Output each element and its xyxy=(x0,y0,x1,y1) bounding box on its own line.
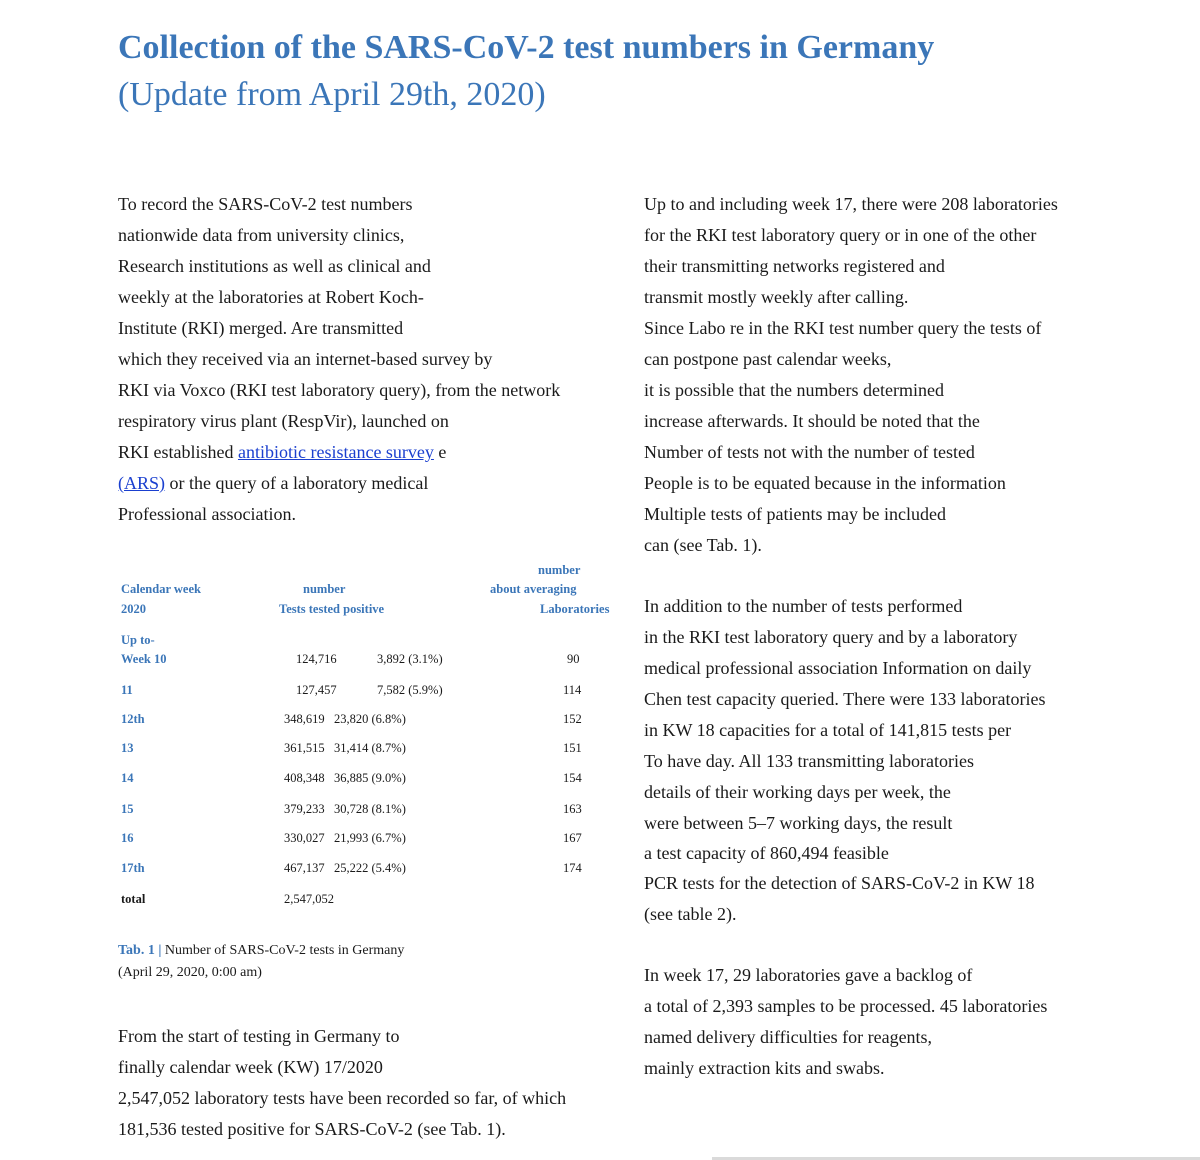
row-labs: 151 xyxy=(563,741,582,755)
text-line: medical professional association Information on daily xyxy=(644,658,1032,678)
text-line: were between 5–7 working days, the result xyxy=(644,813,953,833)
text-line: Multiple tests of patients may be included xyxy=(644,504,946,524)
row-week: 12th xyxy=(121,712,145,726)
text-line: in the RKI test laboratory query and by a laboratory xyxy=(644,627,1018,647)
row-week: 17th xyxy=(121,861,145,875)
row-positive: 7,582 (5.9%) xyxy=(377,683,443,697)
row-week: 15 xyxy=(121,802,134,816)
caption-text: Number of SARS-CoV-2 tests in Germany xyxy=(161,943,405,958)
text-line: Since Labo re in the RKI test number query the tests of xyxy=(644,318,1042,338)
caption-date: (April 29, 2020, 0:00 am) xyxy=(118,965,262,980)
text-line: Institute (RKI) merged. Are transmitted xyxy=(118,318,404,338)
row-labs: 114 xyxy=(563,683,582,697)
text-line: People is to be equated because in the information xyxy=(644,473,1006,493)
text-line: mainly extraction kits and swabs. xyxy=(644,1058,885,1078)
row-tests: 379,233 xyxy=(284,802,325,816)
title-line-2: (Update from April 29th, 2020) xyxy=(118,76,546,113)
text-line xyxy=(118,442,446,462)
text-line: Professional association. xyxy=(118,504,296,524)
row-positive: 25,222 (5.4%) xyxy=(334,861,406,875)
text-line: transmit mostly weekly after calling. xyxy=(644,287,909,307)
text-line: in KW 18 capacities for a total of 141,815 tests per xyxy=(644,720,1012,740)
text-line: respiratory virus plant (RespVir), launched on xyxy=(118,411,449,431)
row-week: 13 xyxy=(121,741,134,755)
text-line: To have day. All 133 transmitting laboratories xyxy=(644,751,975,771)
text-line: RKI via Voxco (RKI test laboratory query), from the network xyxy=(118,380,561,400)
text-line: Chen test capacity queried. There were 133 laboratories xyxy=(644,689,1046,709)
row-labs: 167 xyxy=(563,831,582,845)
row-positive: 21,993 (6.7%) xyxy=(334,831,406,845)
text-line: for the RKI test laboratory query or in one of the other xyxy=(644,225,1037,245)
text-line: which they received via an internet-based survey by xyxy=(118,349,493,369)
text-line: details of their working days per week, the xyxy=(644,782,951,802)
header-calendar-week: Calendar week xyxy=(121,582,201,596)
ars-survey-link[interactable]: antibiotic resistance survey xyxy=(237,442,434,462)
total-value: 2,547,052 xyxy=(284,892,334,906)
text-line: a total of 2,393 samples to be processed. 45 laboratories xyxy=(644,996,1048,1016)
text-line: increase afterwards. It should be noted that the xyxy=(644,411,980,431)
title-line-1: Collection of the SARS-CoV-2 test numbers in Germany xyxy=(118,29,935,66)
row-labs: 163 xyxy=(563,802,582,816)
row-tests: 330,027 xyxy=(284,831,325,845)
text-line: can postpone past calendar weeks, xyxy=(644,349,892,369)
header-about-averaging: about averaging xyxy=(490,582,577,596)
text-line: From the start of testing in Germany to xyxy=(118,1026,400,1046)
row-week: 11 xyxy=(121,683,133,697)
text-line: named delivery difficulties for reagents, xyxy=(644,1027,933,1047)
header-tests-positive: Tests tested positive xyxy=(279,602,385,616)
header-number: number xyxy=(303,582,346,596)
row-tests: 361,515 xyxy=(284,741,325,755)
header-laboratories: Laboratories xyxy=(540,602,610,616)
row-positive: 23,820 (6.8%) xyxy=(334,712,406,726)
text-line: nationwide data from university clinics, xyxy=(118,225,405,245)
page-title xyxy=(118,24,1118,118)
text-line: weekly at the laboratories at Robert Koch- xyxy=(118,287,424,307)
row-week-label: Up to- xyxy=(121,633,155,647)
row-tests: 124,716 xyxy=(296,652,337,666)
text-line: Number of tests not with the number of tested xyxy=(644,442,975,462)
text-line: In addition to the number of tests performed xyxy=(644,596,963,616)
text-line: can (see Tab. 1). xyxy=(644,535,762,555)
text-line: a test capacity of 860,494 feasible xyxy=(644,843,889,863)
text-line: finally calendar week (KW) 17/2020 xyxy=(118,1057,383,1077)
table-caption xyxy=(118,943,404,959)
row-tests: 408,348 xyxy=(284,771,325,785)
text-line: PCR tests for the detection of SARS-CoV-2 in KW 18 xyxy=(644,873,1035,893)
row-tests: 467,137 xyxy=(284,861,325,875)
text-line: 2,547,052 laboratory tests have been recorded so far, of which xyxy=(118,1088,567,1108)
text-fragment: e xyxy=(433,442,447,462)
header-number-labs: number xyxy=(538,563,581,577)
text-line xyxy=(118,473,428,493)
row-week: Week 10 xyxy=(121,652,167,666)
text-line: 181,536 tested positive for SARS-CoV-2 (see Tab. 1). xyxy=(118,1119,506,1139)
caption-label: Tab. 1 | xyxy=(118,943,162,958)
text-line: Research institutions as well as clinical and xyxy=(118,256,431,276)
text-line: To record the SARS-CoV-2 test numbers xyxy=(118,194,413,214)
row-labs: 174 xyxy=(563,861,582,875)
row-positive: 36,885 (9.0%) xyxy=(334,771,406,785)
row-positive: 30,728 (8.1%) xyxy=(334,802,406,816)
text-line: it is possible that the numbers determined xyxy=(644,380,944,400)
row-week: 16 xyxy=(121,831,134,845)
text-line: Up to and including week 17, there were 208 laboratories xyxy=(644,194,1058,214)
row-tests: 127,457 xyxy=(296,683,337,697)
header-year: 2020 xyxy=(121,602,146,616)
row-tests: 348,619 xyxy=(284,712,325,726)
text-fragment: or the query of a laboratory medical xyxy=(165,473,429,493)
row-labs: 154 xyxy=(563,771,582,785)
row-labs: 152 xyxy=(563,712,582,726)
row-week: 14 xyxy=(121,771,134,785)
total-label: total xyxy=(121,892,146,906)
text-line: (see table 2). xyxy=(644,904,737,924)
row-labs: 90 xyxy=(567,652,580,666)
text-line: In week 17, 29 laboratories gave a backlog of xyxy=(644,965,973,985)
text-line: their transmitting networks registered and xyxy=(644,256,945,276)
row-positive: 3,892 (3.1%) xyxy=(377,652,443,666)
ars-link[interactable]: (ARS) xyxy=(118,473,166,493)
row-positive: 31,414 (8.7%) xyxy=(334,741,406,755)
text-fragment: RKI established xyxy=(118,442,238,462)
